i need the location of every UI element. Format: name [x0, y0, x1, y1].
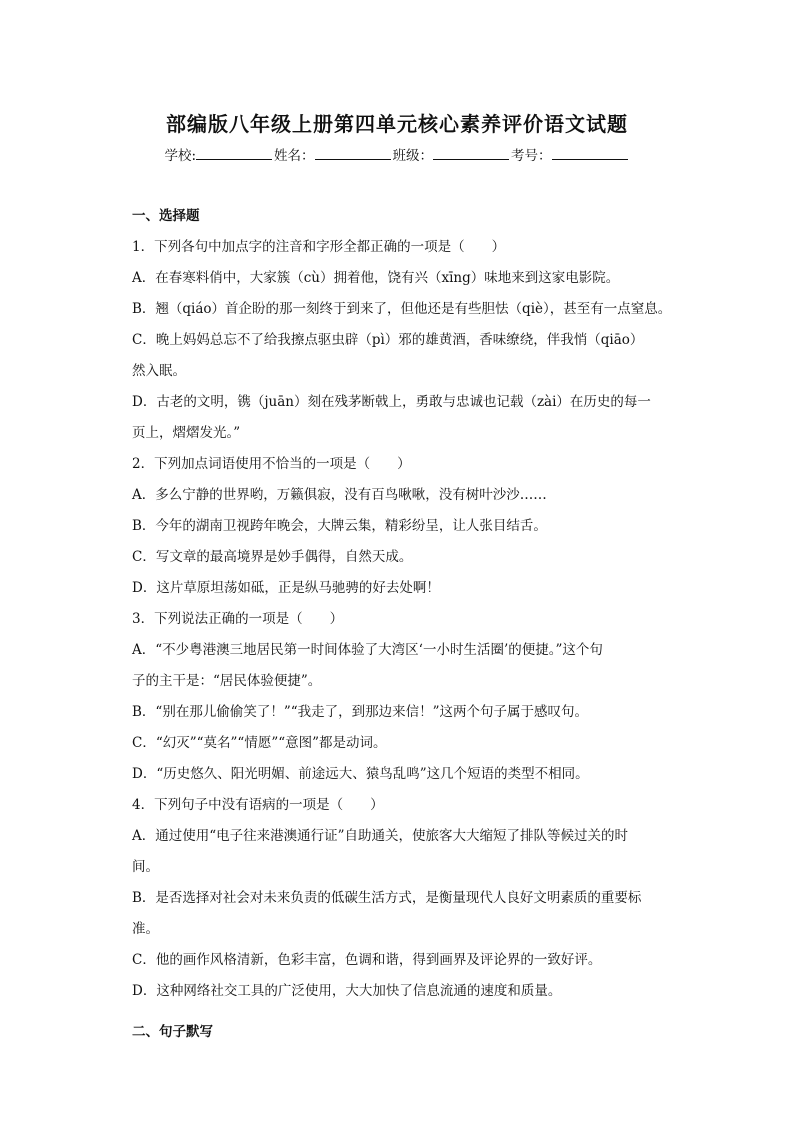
question-text: 2．下列加点词语使用不恰当的一项是（ ） [132, 456, 411, 472]
option-text: C．“幻灭”“莫名”“情愿”“意图”都是动词。 [132, 735, 387, 751]
option-text: B．是否选择对社会对未来负责的低碳生活方式，是衡量现代人良好文明素质的重要标 [132, 890, 642, 906]
option-text-continued: 然入眠。 [132, 363, 186, 379]
question-text: 3．下列说法正确的一项是（ ） [132, 611, 344, 627]
question-text: 1．下列各句中加点字的注音和字形全都正确的一项是（ ） [132, 239, 506, 255]
option-text-continued: 页上，熠熠发光。” [132, 425, 241, 441]
page-title: 部编版八年级上册第四单元核心素养评价语文试题 [166, 112, 628, 136]
school-label: 学校: [164, 148, 197, 164]
class-label: 班级： [392, 148, 434, 164]
option-text: D．古老的文明，镌（juān）刻在残茅断戟上，勇敢与忠诚也记载（zài）在历史的每一 [132, 394, 651, 410]
option-text: D．这种网络社交工具的广泛使用，大大加快了信息流通的速度和质量。 [132, 983, 562, 999]
section-heading: 一、选择题 [132, 208, 200, 224]
student-info-row [0, 144, 794, 164]
option-text-continued: 子的主干是：“居民体验便捷”。 [132, 673, 322, 689]
option-text: B．翘（qiáo）首企盼的那一刻终于到来了，但他还是有些胆怯（qiè），甚至有一点窒息。 [132, 301, 672, 317]
class-blank[interactable] [433, 147, 509, 160]
exam-content [132, 201, 672, 1048]
option-text: D．“历史悠久、阳光明媚、前途远大、猿鸟乱鸣”这几个短语的类型不相同。 [132, 766, 589, 782]
option-text-continued: 间。 [132, 859, 159, 875]
name-label: 姓名： [274, 148, 315, 164]
school-blank[interactable] [196, 147, 272, 160]
option-text: B．今年的湖南卫视跨年晚会，大牌云集，精彩纷呈，让人张目结舌。 [132, 518, 547, 534]
option-text: B．“别在那儿偷偷笑了！”“我走了，到那边来信！”这两个句子属于感叹句。 [132, 704, 589, 720]
option-text: A．通过使用“电子往来港澳通行证”自助通关，使旅客大大缩短了排队等候过关的时 [132, 828, 629, 844]
option-text: C．他的画作风格清新，色彩丰富，色调和谐，得到画界及评论界的一致好评。 [132, 952, 602, 968]
question-text: 4．下列句子中没有语病的一项是（ ） [132, 797, 384, 813]
option-text: D．这片草原坦荡如砥，正是纵马驰骋的好去处啊！ [132, 580, 440, 596]
name-blank[interactable] [315, 147, 391, 160]
option-text: C．写文章的最高境界是妙手偶得，自然天成。 [132, 549, 413, 565]
option-text: A．多么宁静的世界哟，万籁俱寂，没有百鸟啾啾，没有树叶沙沙…… [132, 487, 547, 503]
option-text: A．在春寒料俏中，大家簇（cù）拥着他，饶有兴（xīng）味地来到这家电影院。 [132, 270, 620, 286]
option-text-continued: 准。 [132, 921, 159, 937]
section-heading: 二、句子默写 [132, 1024, 213, 1040]
option-text: C．晚上妈妈总忘不了给我擦点驱虫辟（pì）邪的雄黄酒，香味缭绕，伴我悄（qiāo） [132, 332, 644, 348]
option-text: A．“不少粤港澳三地居民第一时间体验了大湾区‘一小时生活圈’的便捷。”这个句 [132, 642, 603, 658]
number-label: 考号： [511, 148, 552, 164]
number-blank[interactable] [552, 147, 628, 160]
